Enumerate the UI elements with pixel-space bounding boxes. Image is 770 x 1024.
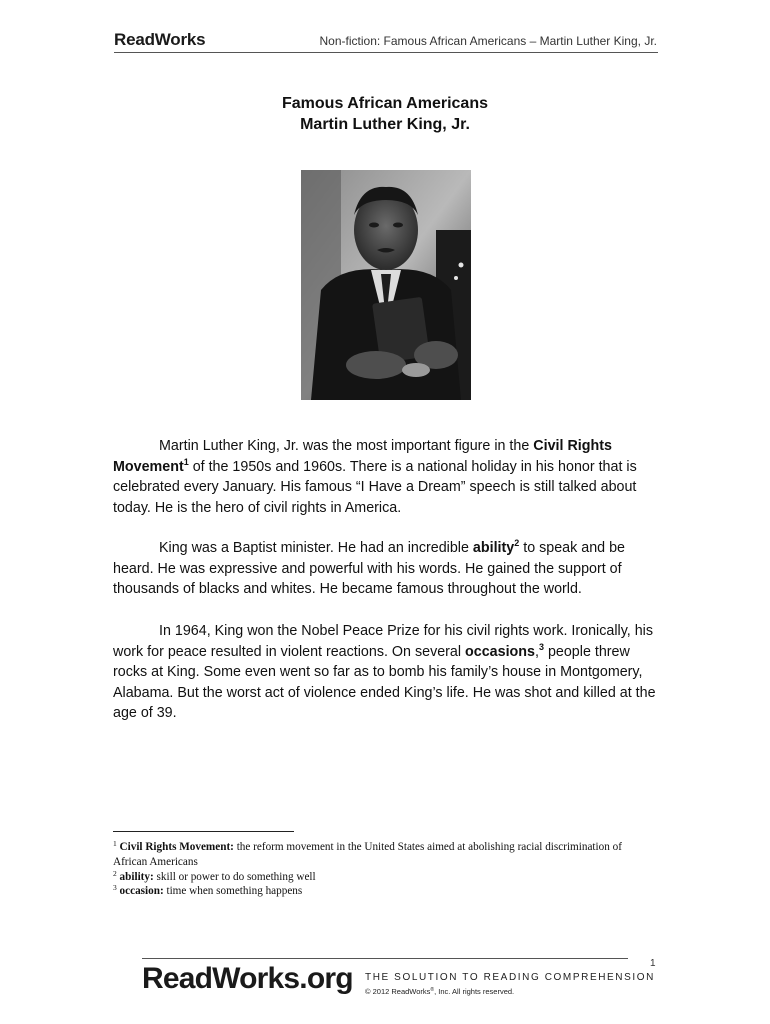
vocab-ability: ability	[472, 540, 515, 556]
header-logo: ReadWorks	[114, 30, 206, 49]
paragraph-3-text: In 1964, King won the Nobel Peace Prize for his civil rights work. Ironically, his work for peace resulted in violent reactions. On several	[113, 623, 653, 660]
paragraph-2-text: King was a Baptist minister. He had an incredible	[159, 540, 473, 556]
vocab-occasions: occasions	[465, 643, 535, 660]
paragraph-2-text-cont: to speak and be heard. He was expressive and powerful with his words. He gained the support of thousands of blacks and whites. He became famous throughout the world.	[113, 540, 625, 598]
footnote-2	[113, 870, 633, 885]
footnote-3	[113, 884, 633, 899]
page-title: Famous African Americans	[282, 95, 488, 112]
copyright-text-cont: , Inc. All rights reserved.	[434, 987, 515, 996]
footnote-number: 2	[113, 868, 117, 878]
header-subject: Non-fiction: Famous African Americans – Martin Luther King, Jr.	[319, 34, 657, 48]
footer-logo: ReadWorks.org	[142, 962, 353, 995]
footnote-term: ability:	[119, 870, 154, 883]
footnote-ref-3: 3	[538, 641, 544, 652]
footnote-divider	[113, 831, 294, 832]
registered-mark: ®	[430, 987, 435, 993]
portrait-photo	[301, 170, 471, 400]
paragraph-1-text: Martin Luther King, Jr. was the most important figure in the	[159, 438, 534, 454]
page-subtitle: Martin Luther King, Jr.	[300, 116, 470, 133]
footnote-number: 1	[113, 839, 117, 848]
footer-divider	[142, 958, 628, 959]
footnotes	[113, 840, 633, 899]
copyright-text: © 2012 ReadWorks	[365, 987, 431, 996]
footnote-1	[113, 840, 633, 870]
paragraph-1	[113, 436, 658, 518]
footer-tagline: THE SOLUTION TO READING COMPREHENSION	[365, 972, 655, 983]
paragraph-3-text-cont: people threw rocks at King. Some even went so far as to bomb his family’s house in Montgomery, Alabama. But the worst act of violence ended King’s life. He was shot and killed at the age of 39.	[113, 643, 656, 722]
paragraph-1-text-cont: of the 1950s and 1960s. There is a national holiday in his honor that is celebrated every January. His famous “I Have a Dream” speech is still talked about today. He is the hero of civil rights in America.	[113, 458, 637, 516]
footnote-definition: the reform movement in the United States aimed at abolishing racial discrimination of African Americans	[113, 841, 622, 868]
header-divider	[114, 52, 658, 53]
footnote-ref-2: 2	[514, 538, 520, 548]
footnote-definition: time when something happens	[163, 885, 303, 898]
vocab-civil-rights-movement: Civil Rights Movement	[113, 438, 612, 475]
footnote-term: Civil Rights Movement:	[119, 841, 234, 853]
footnote-number: 3	[113, 883, 117, 893]
footnote-definition: skill or power to do something well	[153, 870, 316, 883]
footnote-ref-1: 1	[183, 456, 189, 467]
paragraph-2	[113, 538, 658, 600]
footnote-term: occasion:	[119, 885, 164, 898]
paragraph-3	[113, 621, 658, 724]
paragraph-3-comma: ,	[534, 643, 539, 660]
page-number: 1	[650, 958, 656, 969]
footer-copyright	[365, 987, 514, 996]
